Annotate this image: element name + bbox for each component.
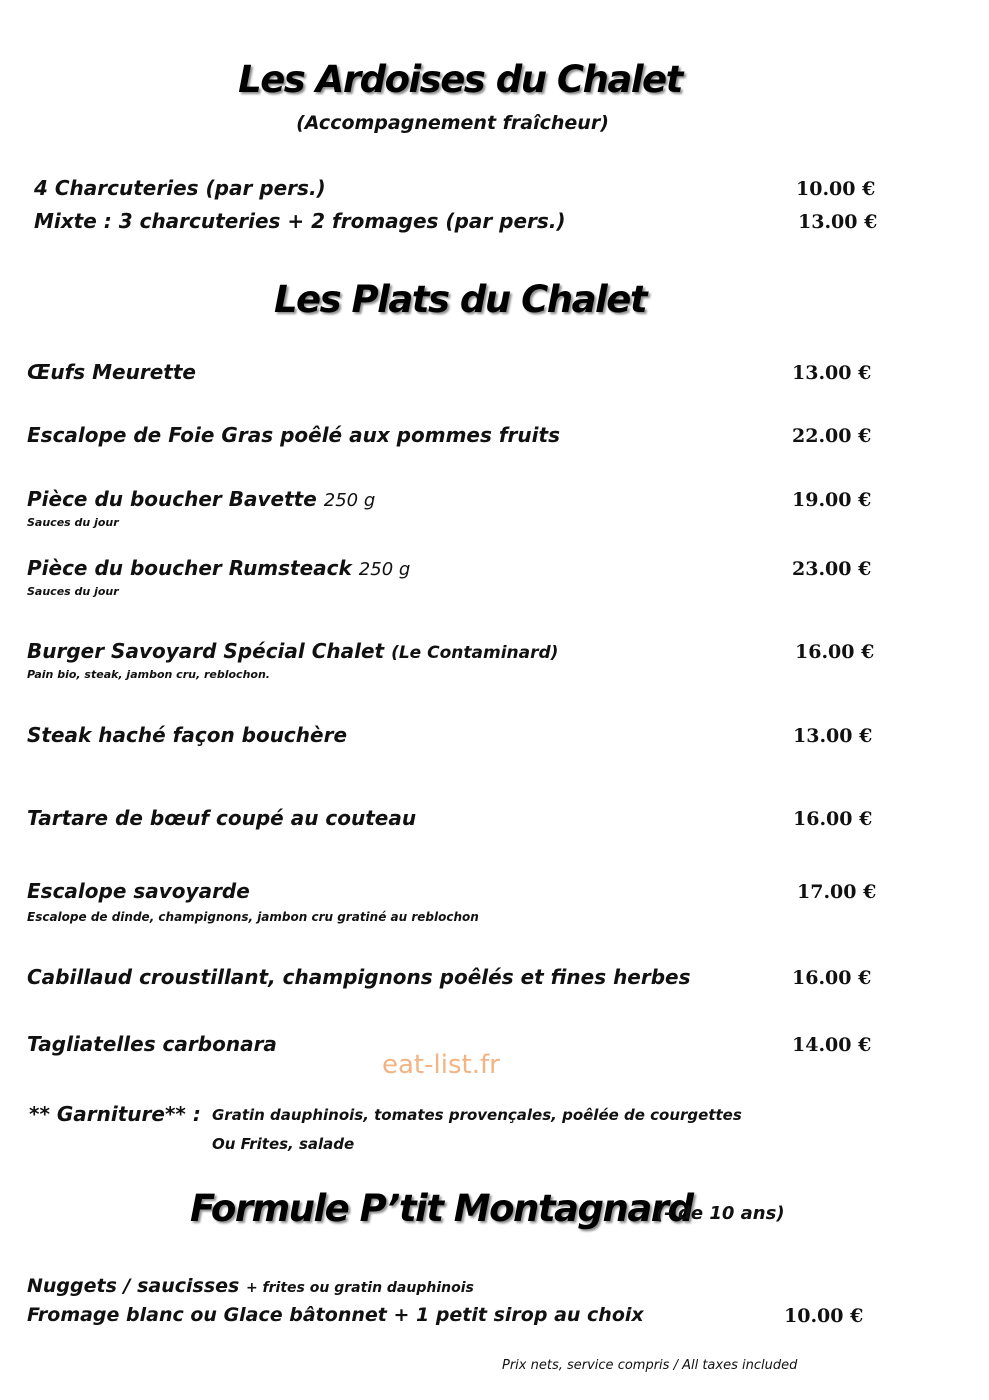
plat-item-price: 16.00 € <box>793 808 873 830</box>
formule-line1-extra: + frites ou gratin dauphinois <box>245 1280 474 1296</box>
plat-item-name: Tartare de bœuf coupé au couteau <box>27 806 417 830</box>
plat-item-name: Œufs Meurette <box>27 360 196 384</box>
ardoises-item-price: 10.00 € <box>796 178 876 200</box>
footer-note: Prix nets, service compris / All taxes included <box>502 1358 798 1373</box>
plat-item-name: Cabillaud croustillant, champignons poêlés et fines herbes <box>27 965 691 989</box>
plat-item-price: 14.00 € <box>792 1034 872 1056</box>
plat-item-price: 13.00 € <box>792 362 872 384</box>
plat-item-name <box>27 556 410 580</box>
ardoises-item-name: Mixte : 3 charcuteries + 2 fromages (par pers.) <box>34 209 566 233</box>
formule-price: 10.00 € <box>784 1305 864 1327</box>
plat-item-price: 16.00 € <box>792 967 872 989</box>
ardoises-title: Les Ardoises du Chalet <box>238 58 682 101</box>
ardoises-item-price: 13.00 € <box>798 211 878 233</box>
formule-line2: Fromage blanc ou Glace bâtonnet + 1 petit sirop au choix <box>27 1304 644 1326</box>
plat-item-note: Sauces du jour <box>27 585 119 598</box>
ardoises-subtitle: (Accompagnement fraîcheur) <box>296 112 609 134</box>
plat-item-weight: 250 g <box>323 490 376 511</box>
plat-item-price: 16.00 € <box>795 641 875 663</box>
plat-item-name <box>27 487 375 511</box>
plat-item-note: Escalope de dinde, champignons, jambon cru gratiné au reblochon <box>27 910 479 924</box>
garniture-label: ** Garniture** : <box>29 1102 201 1126</box>
plat-item-weight: 250 g <box>358 559 411 580</box>
formule-title: Formule P’tit Montagnard <box>190 1187 693 1230</box>
plat-item-price: 19.00 € <box>792 489 872 511</box>
plat-item-label: Burger Savoyard Spécial Chalet <box>27 639 385 663</box>
plat-item-price: 17.00 € <box>797 881 877 903</box>
garniture-line1: Gratin dauphinois, tomates provençales, poêlée de courgettes <box>212 1106 742 1124</box>
formule-age: (- de 10 ans) <box>656 1203 785 1224</box>
plat-item-price: 23.00 € <box>792 558 872 580</box>
garniture-line2: Ou Frites, salade <box>212 1135 355 1153</box>
formule-line1-main: Nuggets / saucisses <box>27 1275 240 1297</box>
plat-item-name: Escalope de Foie Gras poêlé aux pommes fruits <box>27 423 560 447</box>
plat-item-price: 13.00 € <box>793 725 873 747</box>
plat-item-note: Pain bio, steak, jambon cru, reblochon. <box>27 668 270 681</box>
plat-item-name: Tagliatelles carbonara <box>27 1032 277 1056</box>
plat-item-price: 22.00 € <box>792 425 872 447</box>
plat-item-label: Pièce du boucher Bavette <box>27 487 317 511</box>
plat-item-extra: (Le Contaminard) <box>391 643 559 663</box>
plat-item-note: Sauces du jour <box>27 516 119 529</box>
plat-item-name: Steak haché façon bouchère <box>27 723 348 747</box>
watermark-text: eat-list.fr <box>382 1050 500 1080</box>
ardoises-item-name: 4 Charcuteries (par pers.) <box>34 176 326 200</box>
plat-item-name: Escalope savoyarde <box>27 879 250 903</box>
plat-item-label: Pièce du boucher Rumsteack <box>27 556 352 580</box>
formule-line1 <box>27 1275 474 1297</box>
plats-title: Les Plats du Chalet <box>273 278 647 321</box>
plat-item-name <box>27 639 558 663</box>
